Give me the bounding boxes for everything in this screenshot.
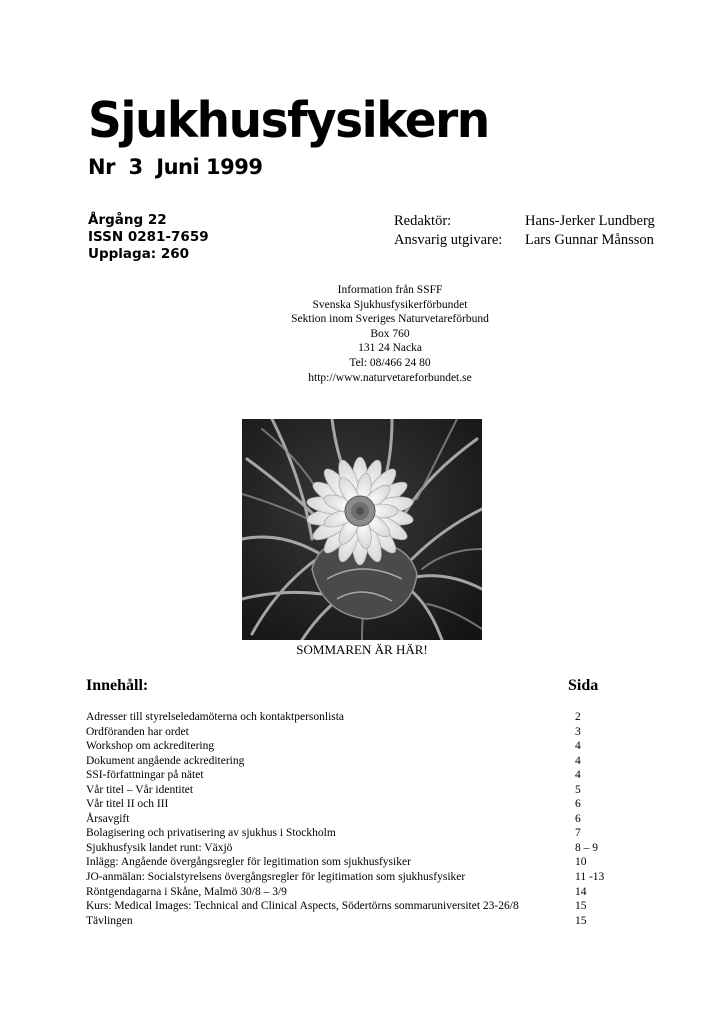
toc-row: [86, 885, 626, 900]
toc-item-page: 4: [575, 769, 581, 782]
website-link[interactable]: http://www.naturvetareforbundet.se: [308, 371, 472, 384]
info-line: 131 24 Nacka: [358, 342, 422, 355]
issue-number: Nr 3 Juni 1999: [88, 155, 263, 179]
toc-heading: Innehåll:: [86, 677, 149, 694]
toc-item-title: Inlägg: Angående övergångsregler för legitimation som sjukhusfysiker: [86, 856, 411, 869]
table-of-contents: [86, 710, 626, 928]
toc-item-title: Dokument angående ackreditering: [86, 754, 245, 767]
toc-item-title: Ordföranden har ordet: [86, 725, 189, 738]
toc-row: [86, 812, 626, 827]
publisher-name: Lars Gunnar Månsson: [525, 232, 654, 248]
toc-item-title: Sjukhusfysik landet runt: Växjö: [86, 841, 233, 854]
sunflower-image: [242, 419, 482, 640]
sunflower-photo: [242, 419, 482, 640]
organization-info: [200, 283, 580, 385]
toc-item-title: Årsavgift: [86, 812, 130, 825]
circulation-line: Upplaga: 260: [88, 246, 190, 262]
toc-item-page: 4: [575, 754, 581, 767]
editor-name: Hans-Jerker Lundberg: [525, 213, 655, 229]
info-line: Svenska Sjukhusfysikerförbundet: [312, 298, 468, 311]
info-line: Box 760: [370, 327, 410, 340]
toc-item-page: 3: [575, 725, 581, 738]
toc-item-title: Vår titel – Vår identitet: [86, 783, 194, 796]
info-line: Sektion inom Sveriges Naturvetareförbund: [291, 313, 489, 326]
toc-row: [86, 914, 626, 929]
toc-item-title: Tävlingen: [86, 914, 133, 927]
editor-label: Redaktör:: [394, 213, 452, 229]
toc-item-title: Adresser till styrelseledamöterna och kontaktpersonlista: [86, 711, 345, 723]
info-line: Information från SSFF: [337, 284, 443, 296]
toc-item-page: 5: [575, 783, 581, 796]
toc-item-title: Röntgendagarna i Skåne, Malmö 30/8 – 3/9: [86, 885, 287, 898]
toc-row: [86, 797, 626, 812]
toc-item-page: 6: [575, 798, 581, 811]
volume-line: Årgång 22: [88, 212, 167, 228]
toc-row: [86, 841, 626, 856]
toc-row: [86, 725, 626, 740]
toc-item-page: 10: [575, 856, 587, 869]
toc-row: [86, 710, 626, 725]
toc-item-page: 8 – 9: [575, 841, 598, 854]
editor-row: [394, 212, 655, 231]
toc-row: [86, 870, 626, 885]
toc-page-heading: Sida: [568, 677, 599, 694]
toc-row: [86, 855, 626, 870]
toc-row: [86, 754, 626, 769]
toc-item-page: 6: [575, 812, 581, 825]
publication-info: [88, 212, 209, 263]
toc-item-page: 14: [575, 885, 587, 898]
toc-item-title: Kurs: Medical Images: Technical and Clinical Aspects, Södertörns sommaruniversitet 23-26/8: [86, 900, 519, 913]
toc-row: [86, 899, 626, 914]
issn-line: ISSN 0281-7659: [88, 229, 209, 245]
toc-row: [86, 768, 626, 783]
toc-item-page: 15: [575, 914, 587, 927]
newsletter-title: Sjukhusfysikern: [88, 91, 489, 150]
toc-row: [86, 783, 626, 798]
toc-item-title: Workshop om ackreditering: [86, 740, 215, 753]
photo-caption: SOMMAREN ÄR HÄR!: [296, 642, 428, 657]
toc-item-page: 4: [575, 740, 581, 753]
toc-item-page: 7: [575, 827, 581, 840]
toc-row: [86, 739, 626, 754]
toc-item-title: Vår titel II och III: [86, 798, 169, 811]
info-line: Tel: 08/466 24 80: [349, 356, 431, 369]
toc-row: [86, 826, 626, 841]
publisher-row: [394, 231, 655, 250]
editorial-info: [394, 212, 655, 250]
toc-item-page: 11 -13: [575, 871, 605, 884]
toc-item-title: Bolagisering och privatisering av sjukhus i Stockholm: [86, 827, 336, 840]
toc-item-page: 15: [575, 900, 587, 913]
toc-item-title: SSI-författningar på nätet: [86, 769, 204, 782]
toc-item-page: 2: [575, 711, 581, 723]
publisher-label: Ansvarig utgivare:: [394, 232, 503, 248]
toc-item-title: JO-anmälan: Socialstyrelsens övergångsregler för legitimation som sjukhusfysiker: [86, 871, 466, 884]
